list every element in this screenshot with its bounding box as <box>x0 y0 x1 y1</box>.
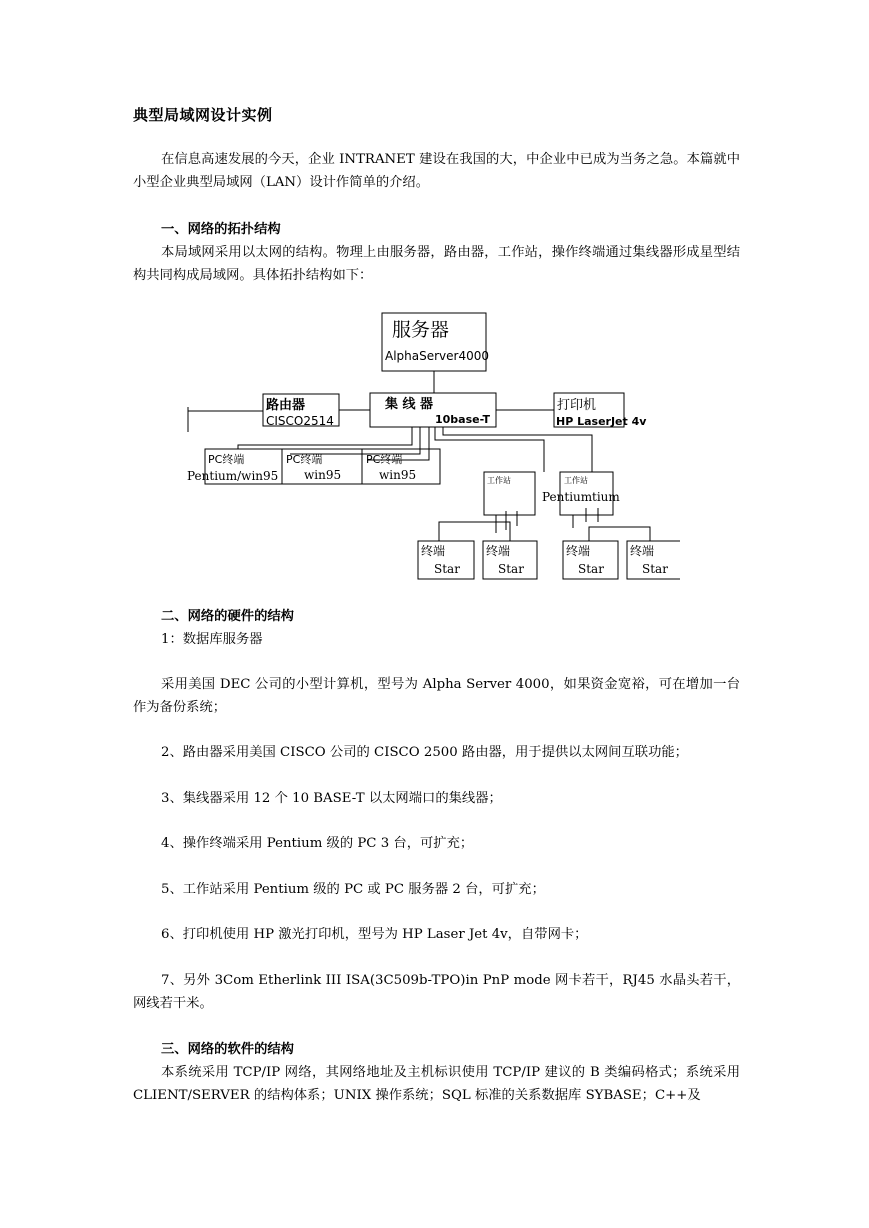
intro-paragraph: 在信息高速发展的今天，企业 INTRANET 建设在我国的大，中企业中已成为当务之急。本篇就中小型企业典型局域网（LAN）设计作简单的介绍。 <box>133 152 740 190</box>
hardware-item3: 3、集线器采用 12 个 10 BASE-T 以太网端口的集线器； <box>161 791 502 806</box>
network-topology-diagram <box>180 308 680 586</box>
router-model: CISCO2514 <box>266 414 334 428</box>
server-model: AlphaServer4000 <box>385 349 490 363</box>
term3-model: Star <box>578 562 604 576</box>
ws1-model: Pentium <box>542 490 593 504</box>
section3-heading: 三、网络的软件的结构 <box>161 1042 294 1057</box>
hardware-item6: 6、打印机使用 HP 激光打印机，型号为 HP Laser Jet 4v，自带网卡； <box>161 927 588 942</box>
pc2-model: win95 <box>304 468 342 482</box>
printer-model: HP LaserJet 4v <box>556 415 647 428</box>
pc3-label: PC终端 <box>366 453 403 466</box>
pc1-label: PC终端 <box>208 453 245 466</box>
hub-pc1-link <box>238 427 412 449</box>
ws2-model: tium <box>592 490 620 504</box>
term3-label: 终端 <box>566 544 591 558</box>
printer-label: 打印机 <box>557 398 597 413</box>
hardware-item1-title: 1：数据库服务器 <box>161 632 263 647</box>
hub-pc2-link <box>290 427 420 454</box>
ws2-label: 工作站 <box>564 476 588 485</box>
hardware-item4: 4、操作终端采用 Pentium 级的 PC 3 台，可扩充； <box>161 836 474 851</box>
term4-label: 终端 <box>630 544 655 558</box>
pc1-model: Pentium/win95 <box>187 469 279 483</box>
router-label: 路由器 <box>266 398 306 413</box>
server-label: 服务器 <box>392 319 450 341</box>
ws2-terminal-links <box>589 527 650 541</box>
hardware-item7: 7、另外 3Com Etherlink III ISA(3C509b-TPO)in PnP mode 网卡若干，RJ45 水晶头若干，网线若干米。 <box>133 973 740 1011</box>
term1-model: Star <box>434 562 460 576</box>
term2-label: 终端 <box>486 544 511 558</box>
section2-heading: 二、网络的硬件的结构 <box>161 609 294 624</box>
pc2-label: PC终端 <box>286 453 323 466</box>
section3-text: 本系统采用 TCP/IP 网络，其网络地址及主机标识使用 TCP/IP 建议的 B 类编码格式；系统采用 CLIENT/SERVER 的结构体系；UNIX 操作系统；SQL 标准的关系数据库 SYBASE；C++及 <box>133 1065 740 1103</box>
hardware-item1-text: 采用美国 DEC 公司的小型计算机，型号为 Alpha Server 4000，如果资金宽裕，可在增加一台作为备份系统； <box>133 677 740 715</box>
term2-model: Star <box>498 562 524 576</box>
document-title: 典型局域网设计实例 <box>133 106 273 124</box>
section1-text: 本局域网采用以太网的结构。物理上由服务器，路由器，工作站，操作终端通过集线器形成星型结构共同构成局域网。具体拓扑结构如下： <box>133 245 740 283</box>
term4-model: Star <box>642 562 668 576</box>
pc3-model: win95 <box>379 468 417 482</box>
ws1-label: 工作站 <box>487 476 511 485</box>
hub-label: 集 线 器 <box>385 397 434 412</box>
hub-model: 10base-T <box>435 413 491 426</box>
hardware-item5: 5、工作站采用 Pentium 级的 PC 或 PC 服务器 2 台，可扩充； <box>161 882 545 897</box>
hub-ws2-link <box>443 427 592 472</box>
hub-ws1-link <box>435 427 544 472</box>
ws1-terminal-links <box>439 522 510 541</box>
section1-heading: 一、网络的拓扑结构 <box>161 222 281 237</box>
term1-label: 终端 <box>421 544 446 558</box>
hardware-item2: 2、路由器采用美国 CISCO 公司的 CISCO 2500 路由器，用于提供以太网间互联功能； <box>161 745 688 760</box>
